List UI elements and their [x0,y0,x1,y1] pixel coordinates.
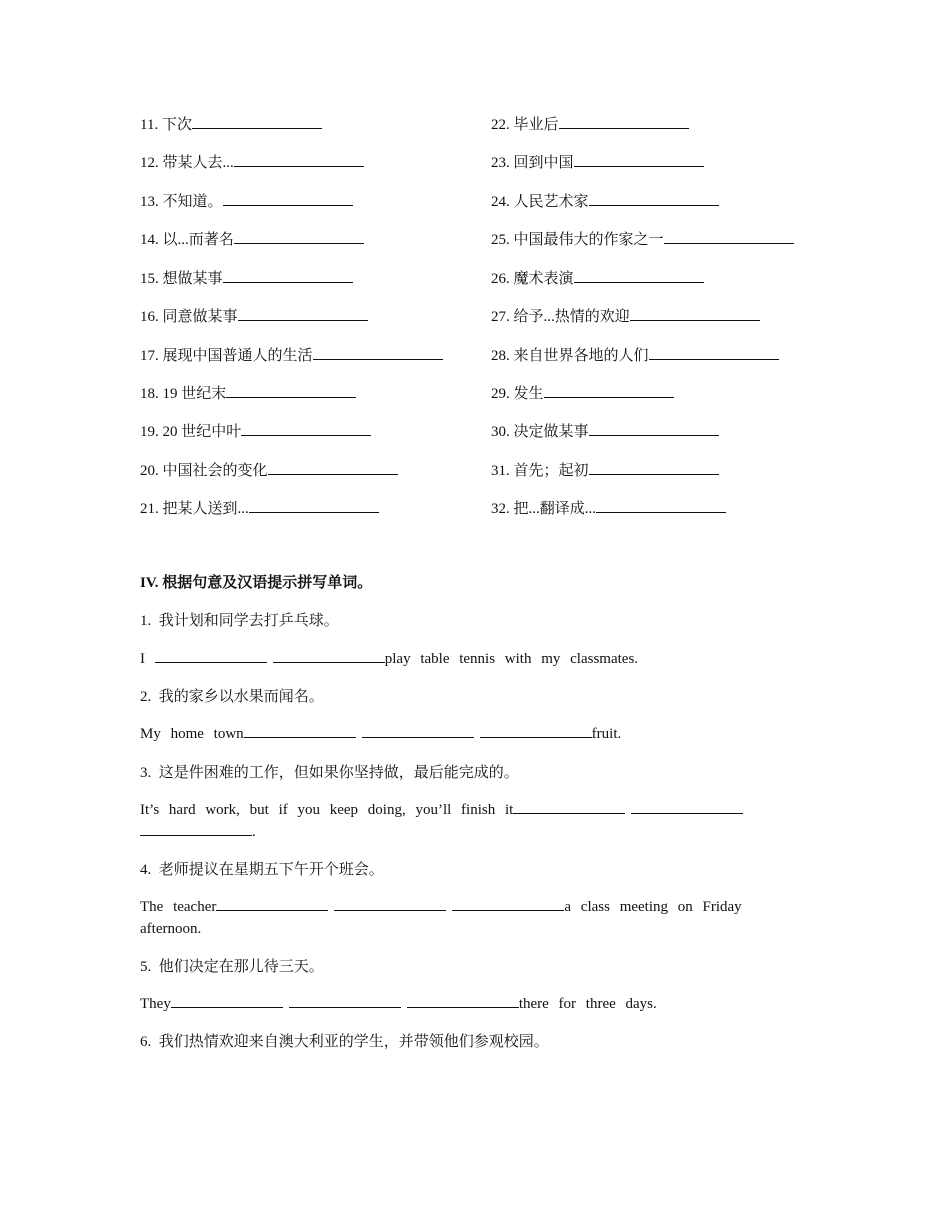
question-prompt: 4. 老师提议在星期五下午开个班会。 [140,862,384,878]
vocab-item [491,229,794,249]
vocab-item [140,152,364,172]
vocab-label: 14. 以...而著名 [140,232,234,248]
answer-blank[interactable] [234,152,364,167]
vocab-item [140,268,353,288]
vocab-label: 24. 人民艺术家 [491,194,589,210]
answer-suffix: there for three days. [518,996,657,1012]
answer-blank[interactable] [596,498,726,513]
vocab-label: 29. 发生 [491,386,544,402]
vocab-label: 21. 把某人送到... [140,501,249,517]
question-prompt: 6. 我们热情欢迎来自澳大利亚的学生，并带领他们参观校园。 [140,1034,549,1050]
question-answer-line [140,993,780,1015]
vocab-label: 16. 同意做某事 [140,309,238,325]
vocab-label: 30. 决定做某事 [491,424,589,440]
vocab-item [491,460,719,480]
vocab-label: 15. 想做某事 [140,271,223,287]
answer-blank[interactable] [171,993,283,1008]
answer-blank[interactable] [664,229,794,244]
answer-prefix: My home town [140,726,244,742]
answer-prefix: I [140,651,155,667]
answer-blank[interactable] [289,993,401,1008]
answer-blank[interactable] [273,648,385,663]
vocab-label: 32. 把...翻译成... [491,501,597,517]
vocab-item [140,498,379,518]
answer-prefix: They [140,996,171,1012]
vocab-label: 31. 首先；起初 [491,463,589,479]
vocab-item [140,191,353,211]
vocab-label: 22. 毕业后 [491,117,559,133]
question-answer-line [140,799,780,843]
answer-blank[interactable] [631,799,743,814]
answer-blank[interactable] [244,723,356,738]
answer-blank[interactable] [649,345,779,360]
vocab-item [491,191,719,211]
answer-blank[interactable] [234,229,364,244]
question-prompt: 5. 他们决定在那儿待三天。 [140,959,324,975]
answer-blank[interactable] [192,114,322,129]
answer-blank[interactable] [226,383,356,398]
question-answer-line [140,723,780,745]
answer-blank[interactable] [334,896,446,911]
answer-blank[interactable] [589,421,719,436]
vocab-label: 13. 不知道。 [140,194,223,210]
vocab-label: 23. 回到中国 [491,155,574,171]
answer-blank[interactable] [268,460,398,475]
vocab-label: 26. 魔术表演 [491,271,574,287]
vocab-item [140,229,364,249]
answer-blank[interactable] [241,421,371,436]
answer-blank[interactable] [155,648,267,663]
vocab-label: 19. 20 世纪中叶 [140,424,242,440]
vocab-item [491,114,689,134]
answer-blank[interactable] [513,799,625,814]
answer-prefix: The teacher [140,899,217,915]
vocab-item [140,306,368,326]
answer-suffix: fruit. [591,726,622,742]
vocab-item [140,421,371,441]
vocab-item [140,345,443,365]
vocab-label: 18. 19 世纪末 [140,386,227,402]
vocab-item [140,460,398,480]
answer-blank[interactable] [216,896,328,911]
answer-blank[interactable] [223,268,353,283]
vocab-item [491,152,704,172]
answer-blank[interactable] [313,345,443,360]
answer-blank[interactable] [574,268,704,283]
vocab-item [491,383,674,403]
question-answer-line [140,648,780,670]
vocab-item [140,383,356,403]
vocab-label: 11. 下次 [140,117,192,133]
vocab-label: 12. 带某人去... [140,155,234,171]
vocab-item [491,306,760,326]
answer-blank[interactable] [238,306,368,321]
answer-blank[interactable] [249,498,379,513]
vocab-item [491,498,726,518]
vocab-label: 27. 给予...热情的欢迎 [491,309,630,325]
vocab-item [491,345,779,365]
vocab-label: 25. 中国最伟大的作家之一 [491,232,664,248]
answer-suffix: a class meeting on Friday afternoon. [140,899,742,937]
vocab-item [491,268,704,288]
answer-blank[interactable] [223,191,353,206]
answer-blank[interactable] [589,191,719,206]
answer-blank[interactable] [544,383,674,398]
answer-blank[interactable] [589,460,719,475]
vocab-label: 28. 来自世界各地的人们 [491,348,649,364]
answer-blank[interactable] [362,723,474,738]
question-prompt: 3. 这是件困难的工作，但如果你坚持做，最后能完成的。 [140,765,519,781]
answer-suffix: . [252,824,256,840]
question-answer-line [140,896,780,940]
question-prompt: 1. 我计划和同学去打乒乓球。 [140,613,339,629]
answer-blank[interactable] [140,821,252,836]
answer-blank[interactable] [452,896,564,911]
answer-prefix: It’s hard work, but if you keep doing, you’ll finish it [140,802,514,818]
vocab-item [491,421,719,441]
answer-suffix: play table tennis with my classmates. [384,651,639,667]
answer-blank[interactable] [630,306,760,321]
vocab-label: 20. 中国社会的变化 [140,463,268,479]
section-title: IV. 根据句意及汉语提示拼写单词。 [140,575,373,591]
vocab-label: 17. 展现中国普通人的生活 [140,348,313,364]
vocab-item [140,114,322,134]
answer-blank[interactable] [574,152,704,167]
question-prompt: 2. 我的家乡以水果而闻名。 [140,689,324,705]
answer-blank[interactable] [559,114,689,129]
answer-blank[interactable] [407,993,519,1008]
answer-blank[interactable] [480,723,592,738]
